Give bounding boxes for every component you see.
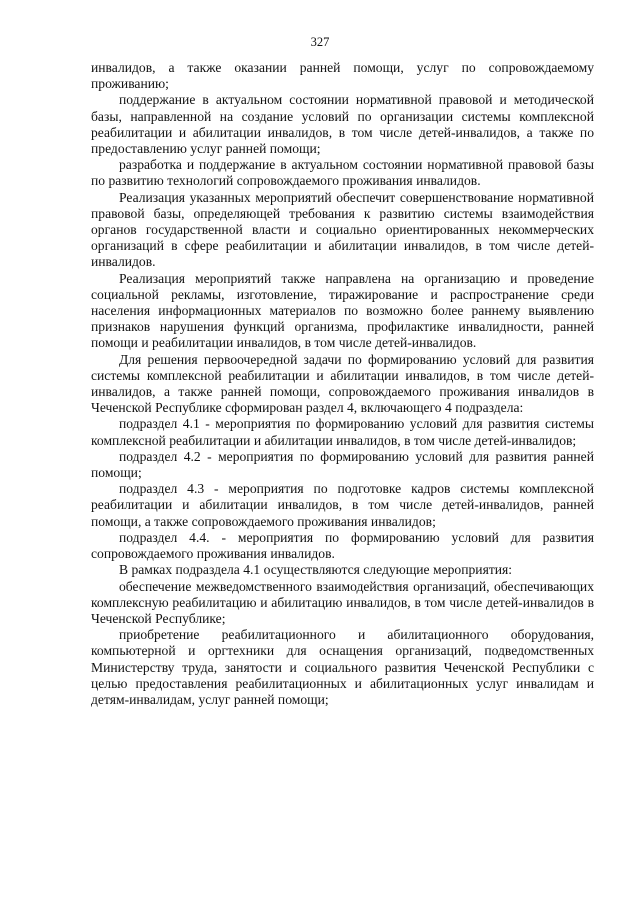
paragraph: Для решения первоочередной задачи по формированию условий для развития системы комплексной реабилитации и абилитации инвалидов, в том числе детей-инвалидов, а также ранней помощи, сопровождаемого проживания инвалидов в Чеченской Республике сформирован раздел 4, включающего 4 подраздела: [91,351,594,416]
paragraph-continuation: инвалидов, а также оказании ранней помощи, услуг по сопровождаемому проживанию; [91,60,594,92]
paragraph-subsection-item: подраздел 4.4. - мероприятия по формированию условий для развития сопровождаемого проживания инвалидов. [91,529,594,562]
paragraph-list-item: поддержание в актуальном состоянии нормативной правовой и методической базы, направленной на создание условий по организации системы комплексной реабилитации и абилитации инвалидов, в том числе детей-инвалидов, а также по предоставлению услуг ранней помощи; [91,92,594,157]
paragraph-list-item: разработка и поддержание в актуальном состоянии нормативной правовой базы по развитию технологий сопровождаемого проживания инвалидов. [91,157,594,189]
paragraph: Реализация указанных мероприятий обеспечит совершенствование нормативной правовой базы, определяющей требования к развитию системы взаимодействия органов государственной власти и социально ориентированных некоммерческих организаций в сфере реабилитации и абилитации инвалидов, в том числе детей-инвалидов. [91,189,594,270]
paragraph: Реализация мероприятий также направлена на организацию и проведение социальной рекламы, изготовление, тиражирование и распространение среди населения информационных материалов по возможно более раннему выявлению признаков нарушения функций организма, профилактике инвалидности, ранней помощи и реабилитации инвалидов, в том числе детей-инвалидов. [91,270,594,351]
page-number: 327 [310,35,330,49]
paragraph-subsection-item: подраздел 4.1 - мероприятия по формированию условий для развития системы комплексной реабилитации и абилитации инвалидов, в том числе детей-инвалидов; [91,416,594,448]
paragraph-list-item: приобретение реабилитационного и абилитационного оборудования, компьютерной и оргтехники для оснащения организаций, подведомственных Министерству труда, занятости и социального развития Чеченской Республики с целью предоставления реабилитационных и абилитационных услуг инвалидам и детям-инвалидам, услуг ранней помощи; [91,627,594,707]
paragraph-subsection-item: подраздел 4.3 - мероприятия по подготовке кадров системы комплексной реабилитации и абилитации инвалидов, в том числе детей-инвалидов, ранней помощи, а также сопровождаемого проживания инвалидов; [91,481,594,529]
paragraph-subsection-item: подраздел 4.2 - мероприятия по формированию условий для развития ранней помощи; [91,448,594,481]
paragraph-list-item: обеспечение межведомственного взаимодействия организаций, обеспечивающих комплексную реабилитацию и абилитацию инвалидов, в том числе детей-инвалидов в Чеченской Республике; [91,578,594,626]
paragraph: В рамках подраздела 4.1 осуществляются следующие мероприятия: [119,562,513,578]
document-body [91,60,594,708]
